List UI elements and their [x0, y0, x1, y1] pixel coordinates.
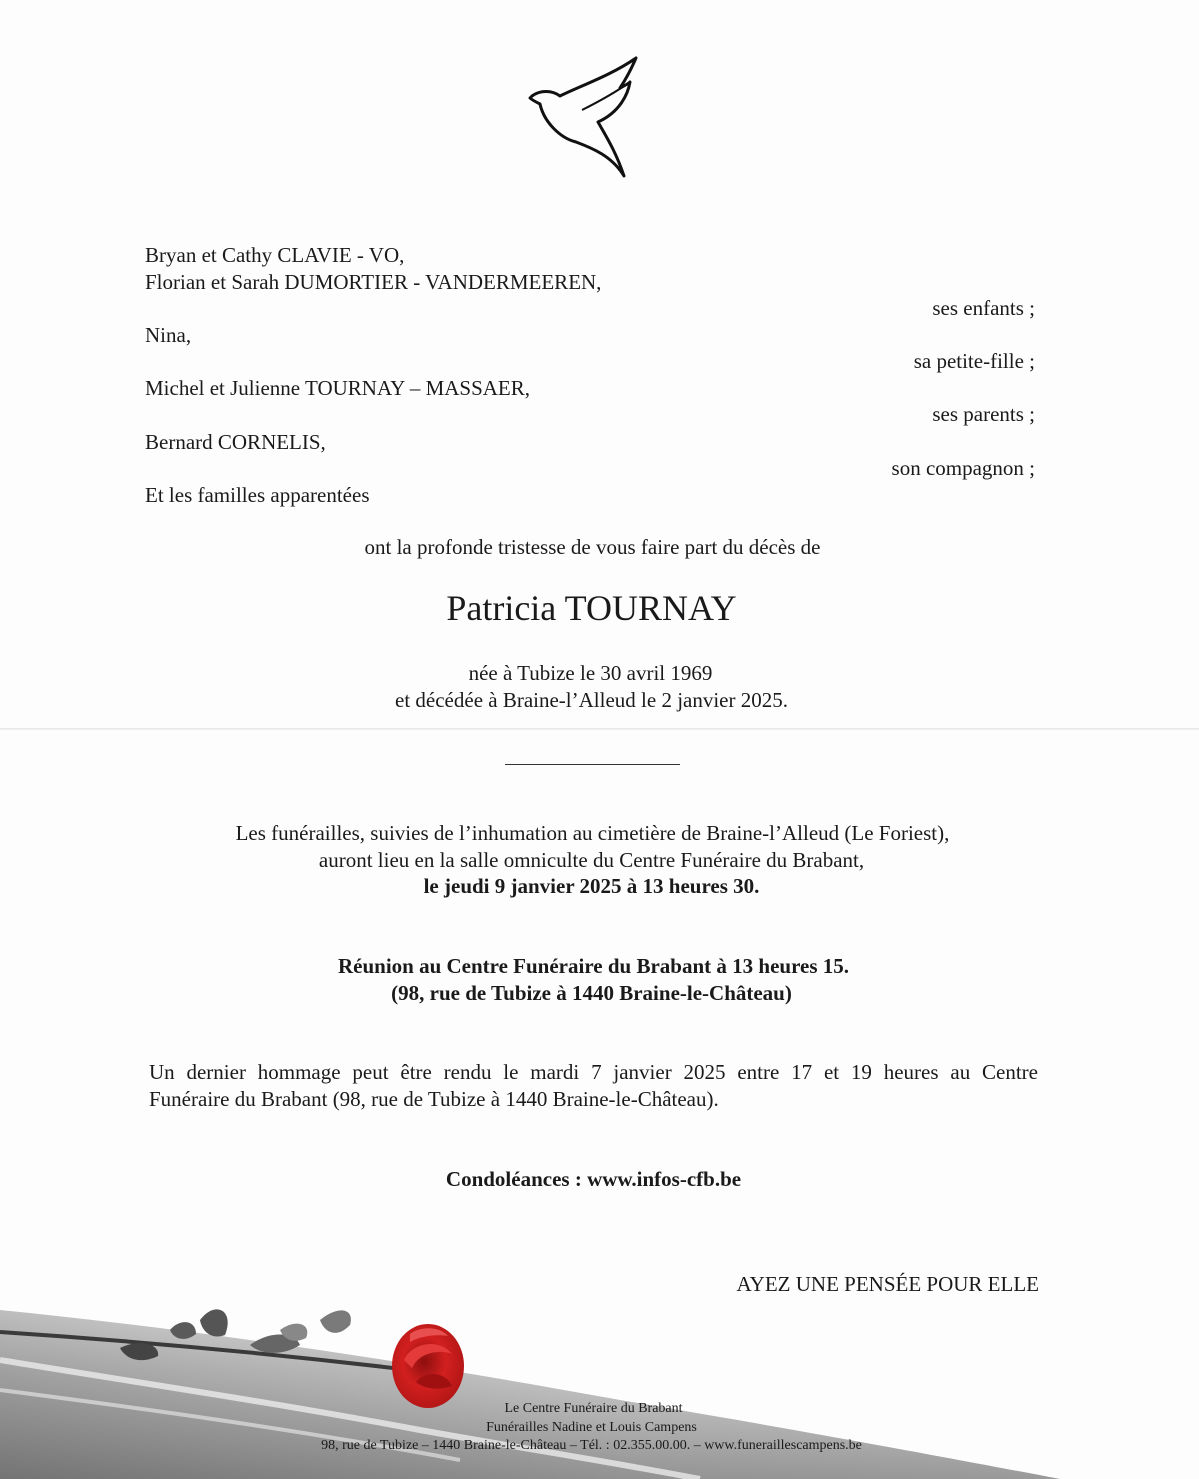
- deceased-name: Patricia TOURNAY: [446, 588, 737, 628]
- footer-line-3: 98, rue de Tubize – 1440 Braine-le-Château – Tél. : 02.355.00.00. – www.funeraillescampens.be: [321, 1438, 862, 1453]
- relation-granddaughter: sa petite-fille ;: [913, 349, 1035, 373]
- funeral-line-1: Les funérailles, suivies de l’inhumation au cimetière de Braine-l’Alleud (Le Foriest),: [235, 821, 950, 845]
- condolences-link: Condoléances : www.infos-cfb.be: [445, 1167, 742, 1191]
- meeting-line-1: Réunion au Centre Funéraire du Brabant à 13 heures 15.: [337, 954, 850, 978]
- meeting-line-2: (98, rue de Tubize à 1440 Braine-le-Château): [391, 981, 792, 1005]
- announcement-text: ont la profonde tristesse de vous faire part du décès de: [364, 535, 821, 559]
- granddaughter-name: Nina,: [145, 323, 192, 347]
- funeral-line-2: auront lieu en la salle omniculte du Centre Funéraire du Brabant,: [318, 848, 865, 872]
- family-line-2: Florian et Sarah DUMORTIER - VANDERMEEREN,: [145, 270, 602, 294]
- tribute-line-1: Un dernier hommage peut être rendu le mardi 7 janvier 2025 entre 17 et 19 heures au Centre: [149, 1060, 1038, 1084]
- tribute-line-2: Funéraire du Brabant (98, rue de Tubize à 1440 Braine-le-Château).: [149, 1087, 719, 1111]
- relation-parents: ses parents ;: [932, 402, 1035, 426]
- relation-children: ses enfants ;: [932, 296, 1035, 320]
- footer-line-2: Funérailles Nadine et Louis Campens: [486, 1420, 697, 1435]
- closing-text: AYEZ UNE PENSÉE POUR ELLE: [736, 1272, 1039, 1296]
- separator-rule: [505, 764, 680, 765]
- partner-name: Bernard CORNELIS,: [145, 430, 326, 454]
- relation-partner: son compagnon ;: [891, 456, 1035, 480]
- parents-names: Michel et Julienne TOURNAY – MASSAER,: [145, 376, 531, 400]
- fold-line: [0, 728, 1199, 730]
- dove-icon: [520, 52, 650, 184]
- birth-info: née à Tubize le 30 avril 1969: [468, 661, 713, 685]
- family-line-1: Bryan et Cathy CLAVIE - VO,: [145, 243, 405, 267]
- footer-line-1: Le Centre Funéraire du Brabant: [504, 1401, 683, 1416]
- death-info: et décédée à Braine-l’Alleud le 2 janvier 2025.: [395, 688, 788, 712]
- relatives-line: Et les familles apparentées: [145, 483, 370, 507]
- funeral-datetime: le jeudi 9 janvier 2025 à 13 heures 30.: [423, 874, 760, 898]
